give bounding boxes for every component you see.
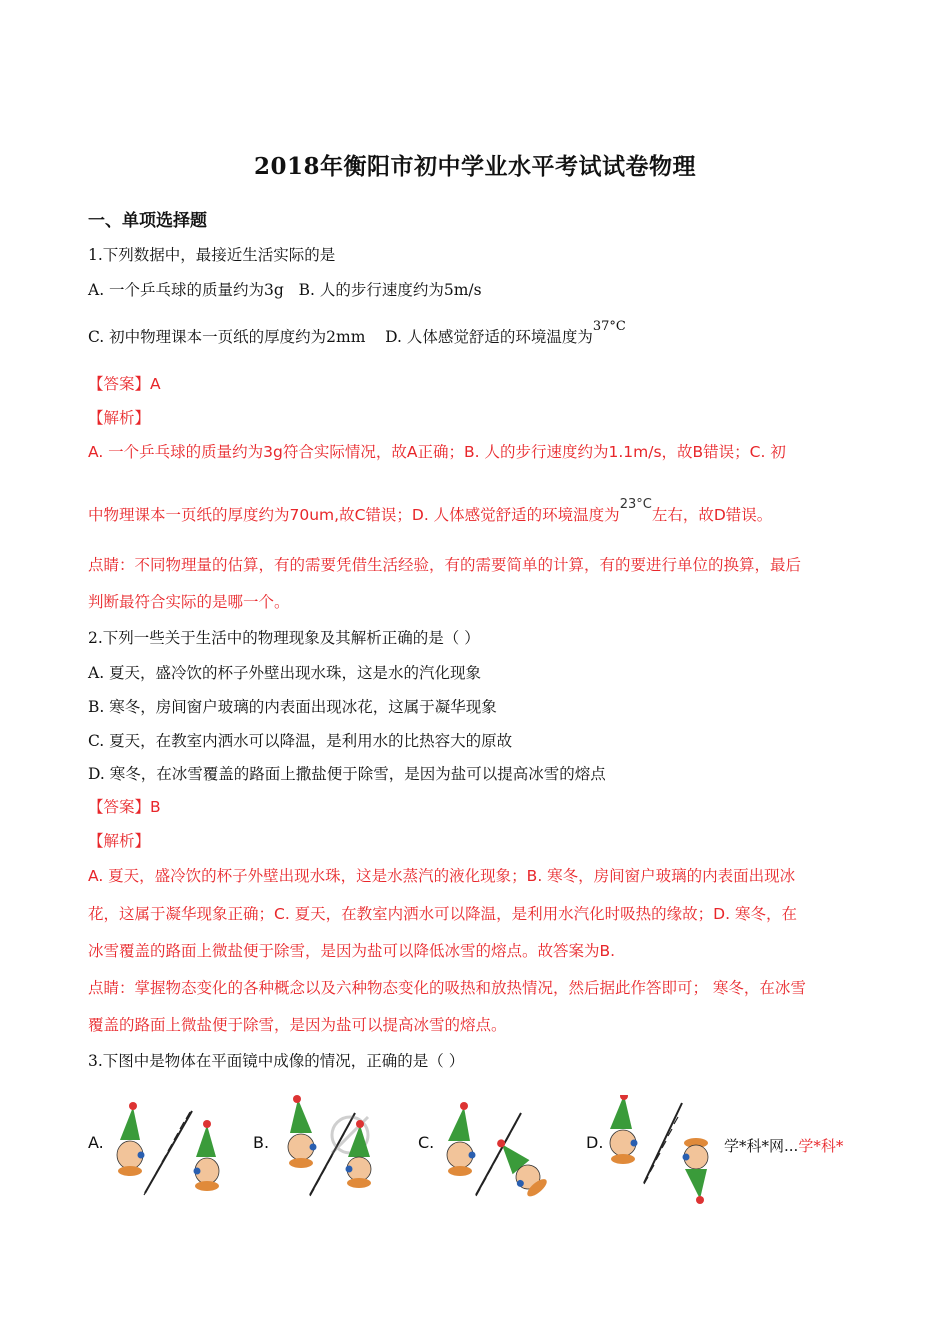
- q1-option-d-temp: 37: [592, 319, 610, 334]
- q3-figure-d: [604, 1095, 719, 1205]
- q2-option-c: C. 夏天，在教室内洒水可以降温，是利用水的比热容大的原故: [88, 732, 513, 750]
- q1-stem: 1.下列数据中，最接近生活实际的是: [88, 246, 336, 264]
- q2-answer: 【答案】B: [88, 798, 161, 816]
- q2-option-d: D. 寒冬，在冰雪覆盖的路面上撒盐便于除雪，是因为盐可以提高冰雪的熔点: [88, 765, 606, 783]
- q1-analysis-temp: 23: [619, 497, 637, 512]
- elf-object-icon: [610, 1095, 638, 1164]
- elf-image-icon: [487, 1133, 549, 1200]
- q1-analysis-line-2a: 中物理课本一页纸的厚度约为70um,故C错误；D. 人体感觉舒适的环境温度为: [88, 506, 620, 525]
- q3-label-d: D.: [586, 1133, 604, 1152]
- watermark-text: [724, 1135, 843, 1156]
- q1-tip-line-2: 判断最符合实际的是哪一个。: [88, 593, 290, 611]
- q1-analysis-line-2: [88, 497, 773, 525]
- degree-unit: °C: [636, 497, 652, 512]
- q1-options-cd: [88, 319, 626, 347]
- watermark-red: 学*科*: [798, 1137, 844, 1155]
- q3-label-b: B.: [253, 1133, 270, 1152]
- q2-stem: 2.下列一些关于生活中的物理现象及其解析正确的是（ ）: [88, 629, 480, 647]
- q1-tip-line-1: 点睛：不同物理量的估算，有的需要凭借生活经验，有的需要简单的计算，有的要进行单位的换算，最后: [88, 556, 802, 574]
- elf-object-icon: [288, 1095, 317, 1168]
- q3-figure-b: [280, 1095, 405, 1205]
- q2-analysis-line-3: 冰雪覆盖的路面上微盐便于除雪，是因为盐可以降低冰雪的熔点。故答案为B.: [88, 942, 616, 960]
- q1-option-d: D. 人体感觉舒适的环境温度为: [385, 328, 593, 347]
- q3-label-c: C.: [418, 1133, 435, 1152]
- q2-tip-line-1: 点睛：掌握物态变化的各种概念以及六种物态变化的吸热和放热情况，然后据此作答即可； 寒冬，在冰雪: [88, 979, 806, 997]
- q1-analysis-label: 【解析】: [88, 409, 151, 427]
- elf-object-icon: [447, 1102, 476, 1176]
- mirror-icon: [144, 1111, 192, 1195]
- q2-analysis-label: 【解析】: [88, 832, 151, 850]
- q2-analysis-line-1: A. 夏天，盛冷饮的杯子外壁出现水珠，这是水蒸汽的液化现象；B. 寒冬，房间窗户玻璃的内表面出现冰: [88, 867, 796, 885]
- elf-image-icon: [194, 1120, 220, 1191]
- degree-unit: °C: [609, 319, 626, 334]
- watermark-black: 学*科*网...: [724, 1137, 799, 1155]
- elf-image-icon: [683, 1138, 709, 1204]
- q3-label-a: A.: [88, 1133, 104, 1152]
- page-title: 2018年衡阳市初中学业水平考试试卷物理: [253, 153, 696, 180]
- q3-stem: 3.下图中是物体在平面镜中成像的情况，正确的是（ ）: [88, 1052, 465, 1070]
- q2-analysis-line-2: 花，这属于凝华现象正确；C. 夏天，在教室内洒水可以降温，是利用水汽化时吸热的缘故；D. 寒冬，在: [88, 905, 797, 923]
- q1-option-c: C. 初中物理课本一页纸的厚度约为2mm: [88, 328, 366, 347]
- q1-option-b: B. 人的步行速度约为5m/s: [298, 281, 482, 299]
- q2-option-b: B. 寒冬，房间窗户玻璃的内表面出现冰花，这属于凝华现象: [88, 698, 497, 716]
- section-heading: 一、单项选择题: [88, 211, 207, 231]
- q1-answer: 【答案】A: [88, 375, 161, 393]
- q2-option-a: A. 夏天，盛冷饮的杯子外壁出现水珠，这是水的汽化现象: [88, 664, 482, 682]
- q3-figure-c: [436, 1095, 566, 1205]
- elf-object-icon: [117, 1102, 145, 1176]
- q3-figure-a: [110, 1095, 235, 1205]
- mirror-icon: [644, 1103, 682, 1184]
- q2-tip-line-2: 覆盖的路面上微盐便于除雪，是因为盐可以提高冰雪的熔点。: [88, 1016, 507, 1034]
- q1-analysis-line-2b: 左右，故D错误。: [651, 506, 773, 525]
- q1-option-a: A. 一个乒乓球的质量约为3g: [88, 281, 284, 299]
- q1-analysis-line-1: A. 一个乒乓球的质量约为3g符合实际情况，故A正确；B. 人的步行速度约为1.1m/s，故B错误；C. 初: [88, 443, 786, 461]
- q1-options-ab: [88, 278, 482, 300]
